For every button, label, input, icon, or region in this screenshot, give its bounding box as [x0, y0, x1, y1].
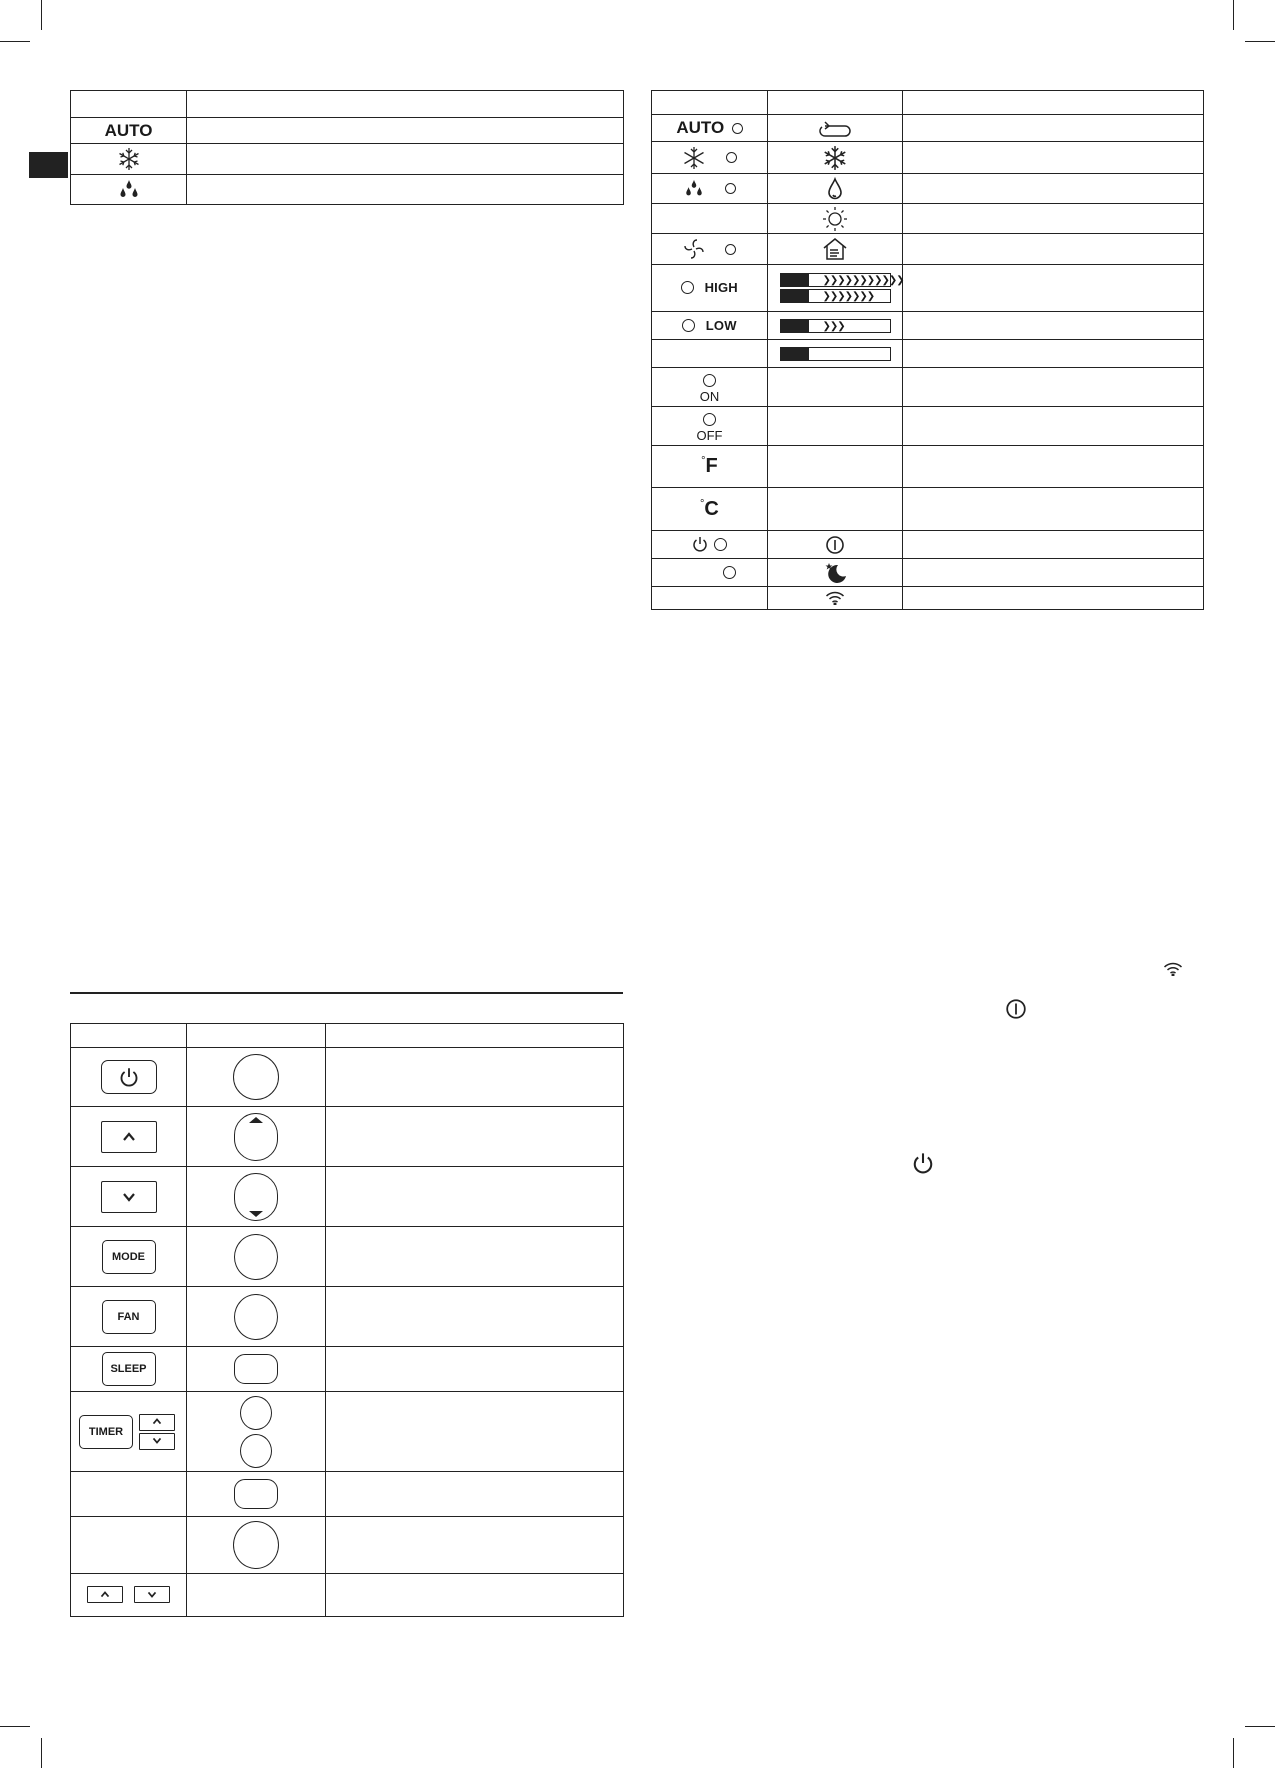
up-triangle-icon: [249, 1117, 263, 1123]
table-row: [71, 1107, 624, 1167]
fahrenheit-label: F: [705, 455, 718, 477]
up-arrow-icon: [152, 1418, 162, 1425]
table-row: [71, 1392, 624, 1472]
crop-mark: [1245, 1726, 1275, 1727]
table-row: [652, 204, 1204, 234]
table-row: [652, 559, 1204, 587]
fan-icon: [683, 238, 705, 260]
table-row: [71, 118, 624, 144]
auto-label: AUTO: [676, 118, 725, 137]
crop-mark: [0, 41, 30, 42]
panel-sleep-button[interactable]: [234, 1354, 278, 1384]
indicator-led: [723, 566, 736, 579]
table-row: [71, 1287, 624, 1347]
table-row: [71, 1574, 624, 1617]
fan-speed-bar-medium: ❯❯❯❯❯❯❯: [780, 289, 891, 303]
panel-timer-up-knob[interactable]: [240, 1396, 272, 1430]
language-tab-marker: [29, 152, 68, 178]
power-icon: [692, 536, 708, 552]
power-icon: [119, 1067, 139, 1087]
crop-mark: [1233, 0, 1234, 30]
panel-mode-knob[interactable]: [234, 1234, 278, 1280]
table-row: [652, 407, 1204, 446]
water-drop-icon: [826, 177, 844, 201]
indicator-led: [703, 413, 716, 426]
degree-symbol: °: [701, 455, 706, 467]
snowflake-icon: [117, 147, 141, 171]
panel-timer-down-knob[interactable]: [240, 1434, 272, 1468]
fan-speed-bar-low: ❯❯❯: [780, 319, 891, 333]
on-label: ON: [699, 388, 720, 404]
up-arrow-icon: [122, 1132, 136, 1142]
water-drops-icon: [683, 179, 705, 199]
table-row: [652, 142, 1204, 174]
crop-mark: [1245, 41, 1275, 42]
crop-mark: [41, 1738, 42, 1768]
panel-up-knob[interactable]: [234, 1113, 278, 1161]
down-arrow-icon: [122, 1192, 136, 1202]
power-button[interactable]: [101, 1060, 157, 1094]
table-row: [652, 265, 1204, 312]
degree-symbol: °: [699, 497, 705, 510]
down-button[interactable]: [101, 1181, 157, 1213]
indicator-led: [725, 244, 736, 255]
table-row: [652, 340, 1204, 368]
low-label: LOW: [705, 317, 737, 333]
house-fan-icon: [822, 237, 848, 261]
wifi-icon: [1163, 962, 1183, 976]
down-button[interactable]: [134, 1586, 170, 1603]
up-button[interactable]: [87, 1586, 123, 1603]
mode-table: [70, 90, 624, 205]
snowflake-icon: [822, 145, 848, 171]
panel-fan-knob[interactable]: [234, 1294, 278, 1340]
indicator-led: [682, 319, 695, 332]
table-row: [652, 312, 1204, 340]
table-row: [652, 368, 1204, 407]
crop-mark: [1233, 1738, 1234, 1768]
indicator-led: [681, 281, 694, 294]
fan-speed-bar-min: [780, 347, 891, 361]
indicator-led: [725, 183, 736, 194]
panel-power-knob[interactable]: [233, 1054, 279, 1100]
table-row: [71, 175, 624, 205]
table-row: [71, 144, 624, 175]
power-circle-icon: [825, 535, 845, 555]
down-arrow-icon: [147, 1591, 157, 1598]
table-row: [652, 446, 1204, 488]
moon-star-icon: [823, 562, 847, 584]
table-row: [71, 1472, 624, 1517]
panel-round-knob[interactable]: [233, 1521, 279, 1569]
fan-speed-bar-high: ❯❯❯❯❯❯❯❯❯❯❯: [780, 273, 891, 287]
sleep-button[interactable]: SLEEP: [102, 1352, 156, 1386]
crop-mark: [41, 0, 42, 30]
up-arrow-icon: [100, 1591, 110, 1598]
timer-up-button[interactable]: [139, 1414, 175, 1431]
down-arrow-icon: [152, 1437, 162, 1444]
table-header-row: [652, 91, 1204, 115]
section-divider: [70, 992, 623, 994]
snowflake-icon: [682, 146, 706, 170]
power-circle-icon: [1005, 998, 1027, 1020]
panel-down-knob[interactable]: [234, 1173, 278, 1221]
crop-mark: [0, 1726, 30, 1727]
mode-button[interactable]: MODE: [102, 1240, 156, 1274]
wifi-icon: [825, 591, 845, 605]
table-header-row: [71, 1024, 624, 1048]
table-row: [71, 1517, 624, 1574]
sun-icon: [822, 206, 848, 232]
timer-down-button[interactable]: [139, 1433, 175, 1450]
indicator-table: [651, 90, 1204, 610]
table-row: [652, 174, 1204, 204]
indicator-led: [703, 374, 716, 387]
table-row: [652, 587, 1204, 610]
table-row: [652, 234, 1204, 265]
high-label: HIGH: [704, 280, 738, 295]
off-label: OFF: [696, 427, 723, 443]
water-drops-icon: [117, 179, 141, 201]
timer-button[interactable]: TIMER: [79, 1415, 133, 1449]
up-button[interactable]: [101, 1121, 157, 1153]
table-row: [71, 1048, 624, 1107]
table-row: [652, 488, 1204, 531]
table-row: [71, 1347, 624, 1392]
celsius-label: C: [704, 497, 720, 520]
panel-pill-button[interactable]: [234, 1479, 278, 1509]
auto-label: AUTO: [104, 120, 153, 140]
indicator-led: [726, 152, 737, 163]
table-header-row: [71, 91, 624, 118]
table-row: [71, 1167, 624, 1227]
table-row: [652, 115, 1204, 142]
indicator-led: [714, 538, 727, 551]
table-row: [71, 1227, 624, 1287]
indicator-led: [732, 123, 743, 134]
fan-button[interactable]: FAN: [102, 1300, 156, 1334]
buttons-table: [70, 1023, 624, 1617]
down-triangle-icon: [249, 1211, 263, 1217]
auto-cycle-icon: [817, 119, 853, 137]
table-row: [652, 531, 1204, 559]
power-icon: [912, 1152, 934, 1174]
